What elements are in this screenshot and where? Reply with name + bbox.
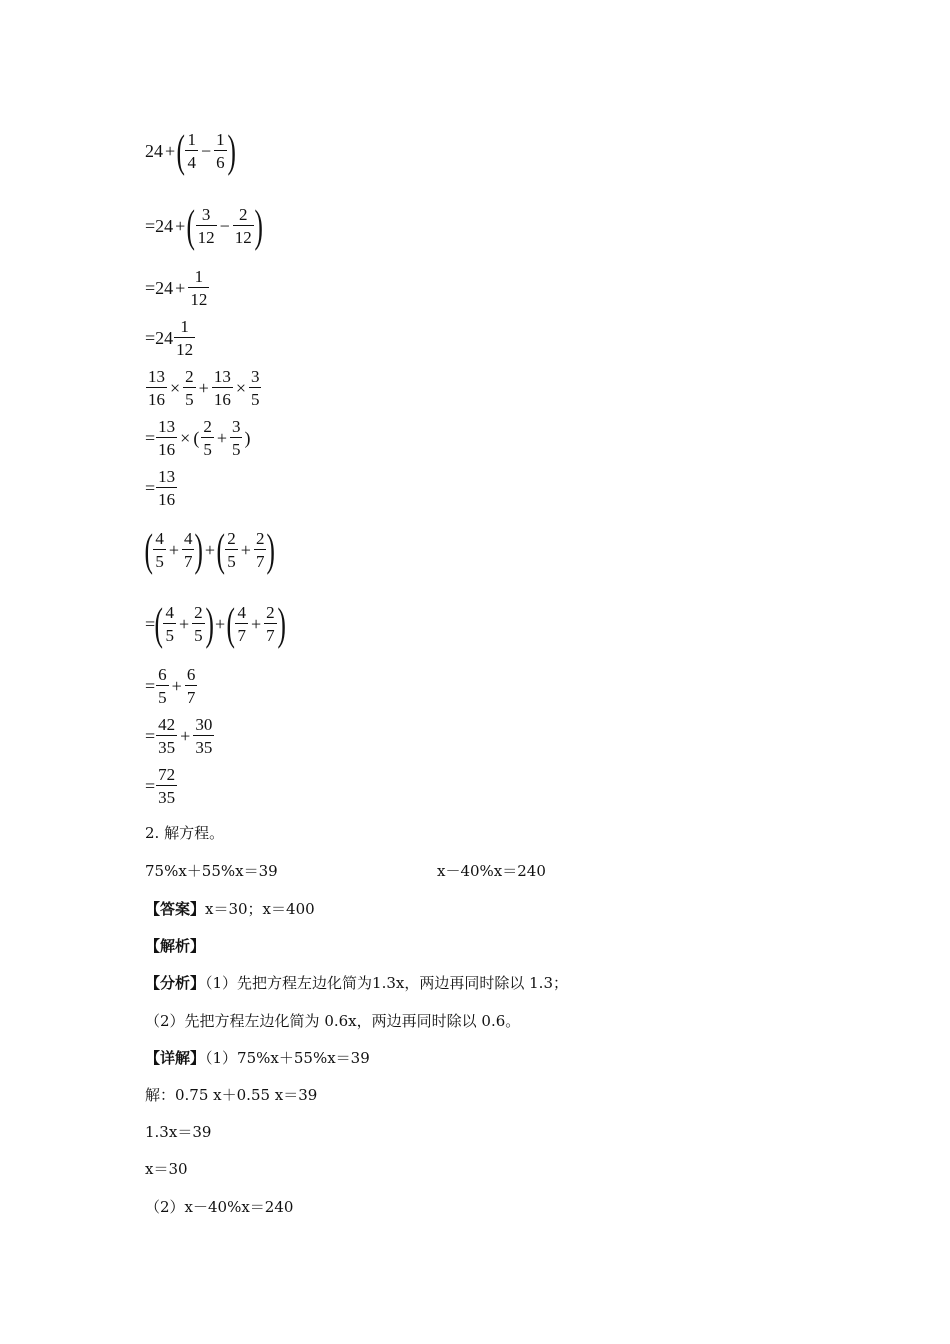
answer-line — [145, 898, 315, 919]
right-paren: ) — [266, 524, 276, 575]
expr-3-line-2 — [145, 598, 286, 649]
fenxi-text-1: （1）先把方程左边化简为1.3x，两边再同时除以 1.3； — [205, 974, 568, 992]
expr-2-line-1 — [145, 368, 262, 408]
fraction: $\frac{2}{5}$ — [203, 417, 212, 459]
left-paren: ( — [176, 125, 186, 176]
left-paren: ( — [154, 598, 164, 649]
operator: + — [240, 540, 251, 560]
operator: + — [216, 428, 227, 448]
fraction: $\frac{3}{12}$ — [197, 205, 215, 247]
fraction: $\frac{1}{12}$ — [176, 317, 194, 359]
fraction: $\frac{3}{5}$ — [231, 417, 241, 459]
operator: + — [175, 216, 186, 236]
fraction: $\frac{3}{5}$ — [250, 367, 260, 409]
expr-3-line-1 — [144, 524, 276, 575]
equals: = — [145, 614, 156, 634]
question-2-title: 2. 解方程。 — [145, 824, 225, 842]
expr-2-line-3 — [145, 468, 178, 508]
fraction: $\frac{30}{35}$ — [195, 715, 213, 757]
analysis-label: 【解析】 — [145, 937, 206, 955]
fraction: $\frac{13}{16}$ — [158, 417, 176, 459]
operator: + — [178, 614, 190, 634]
fraction: $\frac{13}{16}$ — [213, 367, 231, 409]
equals: = — [145, 478, 156, 498]
equation-right: x－40%x＝240 — [437, 862, 546, 880]
right-paren: ) — [205, 598, 214, 649]
xiangjie-label: 【详解】 — [145, 1049, 206, 1067]
operator: + — [180, 726, 191, 746]
equals: = — [145, 278, 156, 298]
operator: + — [204, 540, 215, 560]
fraction: $\frac{1}{12}$ — [190, 267, 208, 309]
operator: + — [168, 540, 179, 560]
fraction: $\frac{4}{5}$ — [165, 603, 174, 645]
fraction: $\frac{2}{5}$ — [194, 603, 203, 645]
expr-3-line-4 — [145, 716, 215, 756]
left-paren: ( — [226, 598, 236, 649]
answer-label: 【答案】 — [145, 900, 206, 918]
right-paren: ) — [244, 428, 251, 448]
expr-3-line-5 — [145, 766, 178, 806]
operator: − — [200, 141, 212, 161]
fraction: $\frac{2}{5}$ — [227, 529, 236, 571]
operator: + — [175, 278, 186, 298]
number: 24 — [145, 141, 163, 161]
fraction: $\frac{2}{7}$ — [255, 529, 265, 571]
fraction: $\frac{4}{5}$ — [155, 529, 164, 571]
equation-left: 75%x＋55%x＝39 — [145, 862, 278, 880]
expr-1-line-1 — [145, 125, 236, 176]
operator: × — [170, 378, 181, 398]
operator: × — [180, 428, 191, 448]
right-paren: ) — [227, 125, 236, 176]
equals: = — [145, 726, 156, 746]
number: 24 — [155, 328, 174, 348]
fraction: $\frac{13}{16}$ — [158, 467, 176, 509]
equals: = — [145, 216, 156, 236]
solution-line-3: x＝30 — [145, 1160, 188, 1178]
fraction: $\frac{6}{5}$ — [158, 665, 167, 707]
fenxi-line-1 — [145, 972, 568, 993]
operator: + — [214, 614, 226, 634]
left-paren: ( — [193, 428, 200, 448]
operator: + — [165, 141, 176, 161]
equals: = — [145, 328, 156, 348]
fenxi-line-2: （2）先把方程左边化简为 0.6x，两边再同时除以 0.6。 — [145, 1012, 521, 1030]
equals: = — [145, 428, 156, 448]
fraction: $\frac{42}{35}$ — [158, 715, 176, 757]
solution-line-1: 解：0.75 x＋0.55 x＝39 — [145, 1086, 318, 1104]
fraction: $\frac{1}{4}$ — [187, 130, 196, 172]
fraction: $\frac{6}{7}$ — [186, 665, 196, 707]
equals: = — [145, 676, 156, 696]
expr-1-line-2 — [145, 200, 263, 251]
expr-3-line-3 — [145, 666, 198, 706]
fraction: $\frac{2}{5}$ — [185, 367, 194, 409]
operator: + — [198, 378, 209, 398]
right-paren: ) — [194, 524, 204, 575]
equals: = — [145, 776, 156, 796]
right-paren: ) — [254, 200, 263, 251]
operator: + — [171, 676, 182, 696]
xiangjie-line-1 — [145, 1047, 370, 1068]
left-paren: ( — [186, 200, 196, 251]
fraction: $\frac{13}{16}$ — [148, 367, 165, 409]
operator: × — [235, 378, 246, 398]
left-paren: ( — [144, 524, 153, 575]
fenxi-label: 【分析】 — [145, 974, 206, 992]
number: 24 — [155, 216, 174, 236]
left-paren: ( — [216, 524, 225, 575]
answer-text: x＝30；x＝400 — [205, 900, 315, 918]
fraction: $\frac{72}{35}$ — [158, 765, 176, 807]
fraction: $\frac{2}{12}$ — [234, 205, 252, 247]
xiangjie-text-1: （1）75%x＋55%x＝39 — [205, 1049, 370, 1067]
operator: − — [219, 216, 230, 236]
operator: + — [250, 614, 262, 634]
fraction: $\frac{4}{7}$ — [183, 529, 193, 571]
expr-2-line-2 — [145, 418, 251, 458]
expr-1-line-3 — [145, 268, 210, 308]
number: 24 — [155, 278, 174, 298]
fraction: $\frac{2}{7}$ — [266, 603, 275, 645]
solution-line-2: 1.3x＝39 — [145, 1123, 212, 1141]
part-2-equation: （2）x－40%x＝240 — [145, 1198, 294, 1216]
fraction: $\frac{1}{6}$ — [216, 130, 225, 172]
fraction: $\frac{4}{7}$ — [237, 603, 246, 645]
expr-1-line-4 — [145, 318, 196, 358]
right-paren: ) — [277, 598, 286, 649]
